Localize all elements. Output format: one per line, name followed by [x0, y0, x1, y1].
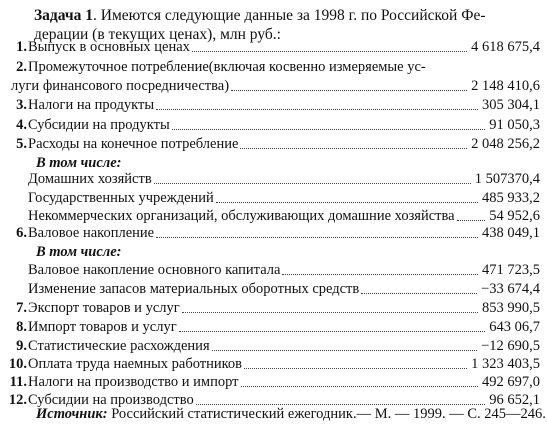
data-row	[0, 224, 547, 242]
row-number: 6.	[16, 225, 27, 241]
row-value: 91 050,3	[489, 117, 540, 133]
row-value: 2 048 256,2	[471, 136, 540, 152]
dot-leader	[156, 108, 478, 110]
dot-leader	[241, 385, 478, 387]
data-row	[0, 261, 547, 279]
row-value: 54 952,6	[489, 208, 540, 224]
row-label: Промежуточное потребление(включая косвенно измеряемые ус-	[28, 59, 426, 75]
row-label: Выпуск в основных ценах	[28, 39, 190, 55]
row-label: Статистические расхождения	[28, 338, 210, 354]
dot-leader	[172, 128, 485, 130]
row-label: Валовое накопление	[28, 225, 155, 241]
row-value: 2 148 410,6	[471, 78, 540, 94]
row-value: 643 06,7	[489, 319, 540, 335]
row-number: 5.	[16, 136, 27, 152]
subheading-label: В том числе:	[36, 155, 122, 171]
row-value: 471 723,5	[482, 262, 540, 278]
data-row	[0, 299, 547, 317]
dot-leader	[156, 236, 478, 238]
subheading-row	[0, 243, 547, 261]
dot-leader	[282, 273, 478, 275]
dot-leader	[240, 147, 467, 149]
dot-leader	[154, 182, 471, 184]
row-value: 4 618 675,4	[471, 39, 540, 55]
dot-leader	[216, 201, 478, 203]
row-number: 12.	[8, 392, 27, 408]
row-number: 8.	[16, 319, 27, 335]
subheading-label: В том числе:	[36, 244, 122, 260]
row-number: 11.	[9, 374, 27, 390]
title-line-2: дерации (в текущих ценах), млн руб.:	[34, 26, 281, 43]
row-label: Налоги на производство и импорт	[28, 374, 239, 390]
row-label: Государственных учреждений	[28, 190, 214, 206]
dot-leader	[182, 311, 478, 313]
dot-leader	[212, 349, 477, 351]
row-label: Субсидии на продукты	[28, 117, 170, 133]
title-line-1: . Имеются следующие данные за 1998 г. по Российской Фе-	[93, 7, 486, 24]
row-label: Некоммерческих организаций, обслуживающих домашние хозяйства	[28, 208, 455, 224]
data-row	[0, 373, 547, 391]
row-value: 485 933,2	[482, 190, 540, 206]
row-number: 9.	[16, 338, 27, 354]
row-value: −12 690,5	[481, 338, 540, 354]
dot-leader	[179, 330, 485, 332]
data-row	[0, 77, 547, 95]
row-value: −33 674,4	[481, 281, 540, 297]
data-row	[0, 318, 547, 336]
data-row	[0, 280, 547, 298]
row-number: 1.	[16, 39, 27, 55]
row-label: Экспорт товаров и услуг	[28, 300, 180, 316]
row-label: Изменение запасов материальных оборотных средств	[28, 281, 360, 297]
row-label: Валовое накопление основного капитала	[28, 262, 281, 278]
data-row	[0, 337, 547, 355]
row-value: 305 304,1	[482, 97, 540, 113]
dot-leader	[361, 292, 477, 294]
row-label: Расходы на конечное потребление	[28, 136, 239, 152]
row-label: Импорт товаров и услуг	[28, 319, 177, 335]
row-number: 2.	[16, 59, 27, 75]
row-number: 7.	[16, 300, 27, 316]
source-label: Источник:	[36, 406, 108, 422]
row-value: 492 697,0	[482, 374, 540, 390]
data-row	[0, 96, 547, 114]
row-label: Домашних хозяйств	[28, 171, 152, 187]
dot-leader	[192, 50, 467, 52]
data-row	[0, 58, 547, 76]
data-row	[0, 170, 547, 188]
row-value: 1 323 403,5	[471, 356, 540, 372]
data-row	[0, 116, 547, 134]
dot-leader	[457, 219, 485, 221]
row-value: 1 507370,4	[474, 171, 540, 187]
data-row	[0, 189, 547, 207]
row-value: 96 652,1	[489, 392, 540, 408]
row-number: 4.	[16, 117, 27, 133]
row-value: 438 049,1	[482, 225, 540, 241]
dot-leader	[231, 89, 467, 91]
row-label: Субсидии на производство	[28, 392, 194, 408]
row-label: Оплата труда наемных работников	[28, 356, 243, 372]
data-row	[0, 135, 547, 153]
source-text: Российский статистический ежегодник.— М. — 1999. — С. 245—246.	[107, 406, 546, 422]
data-row	[0, 38, 547, 56]
problem-number: Задача 1	[34, 7, 94, 24]
source-note	[36, 405, 546, 423]
row-number: 10.	[8, 356, 27, 372]
data-row	[0, 207, 547, 225]
data-row	[0, 355, 547, 373]
row-label: луги финансового посредничества)	[11, 78, 230, 94]
row-number: 3.	[16, 97, 27, 113]
row-value: 853 990,5	[482, 300, 540, 316]
row-label: Налоги на продукты	[28, 97, 155, 113]
dot-leader	[244, 367, 467, 369]
